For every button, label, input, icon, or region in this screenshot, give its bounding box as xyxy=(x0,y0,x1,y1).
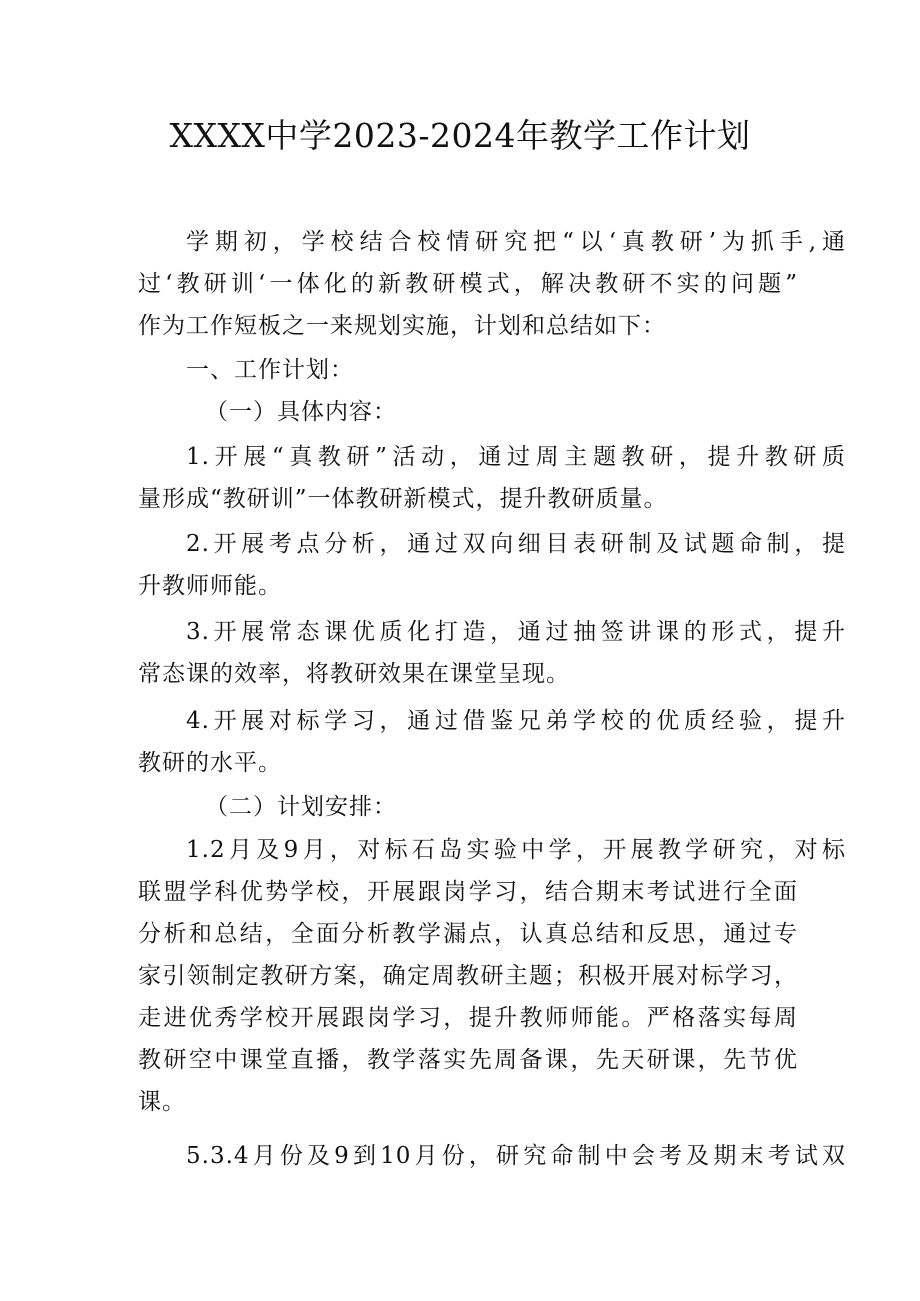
list-item-line: 4.开展对标学习，通过借鉴兄弟学校的优质经验，提升 xyxy=(186,708,846,734)
section-heading: 一、工作计划： xyxy=(186,357,354,383)
paragraph-line: 教研空中课堂直播，教学落实先周备课，先天研课，先节优 xyxy=(138,1047,798,1073)
list-item-line: 教研的水平。 xyxy=(138,750,282,776)
list-item-line: 升教师师能。 xyxy=(138,573,282,599)
paragraph-line: 分析和总结，全面分析教学漏点，认真总结和反思，通过专 xyxy=(138,921,798,947)
paragraph-line: 联盟学科优势学校，开展跟岗学习，结合期末考试进行全面 xyxy=(138,879,798,905)
paragraph-line: 5.3.4月份及9到10月份，研究命制中会考及期末考试双 xyxy=(186,1143,846,1169)
paragraph-line: 过‘教研训‘一体化的新教研模式，解决教研不实的问题” xyxy=(138,271,798,297)
list-item-line: 量形成“教研训”一体教研新模式，提升教研质量。 xyxy=(138,486,668,512)
paragraph-line: 学期初，学校结合校情研究把“以‘真教研’为抓手,通 xyxy=(186,229,846,255)
list-item-line: 3.开展常态课优质化打造，通过抽签讲课的形式，提升 xyxy=(186,619,846,645)
subsection-heading: （二）计划安排： xyxy=(205,794,397,820)
paragraph-line: 1.2月及9月，对标石岛实验中学，开展教学研究，对标 xyxy=(186,837,846,863)
paragraph-line: 课。 xyxy=(138,1089,186,1115)
paragraph-line: 走进优秀学校开展跟岗学习，提升教师师能。严格落实每周 xyxy=(138,1005,798,1031)
list-item-line: 1.开展“真教研”活动，通过周主题教研，提升教研质 xyxy=(186,444,846,470)
document-title: XXXX中学2023-2024年教学工作计划 xyxy=(169,116,751,155)
paragraph-line: 家引领制定教研方案，确定周教研主题；积极开展对标学习， xyxy=(138,963,798,989)
list-item-line: 常态课的效率，将教研效果在课堂呈现。 xyxy=(138,661,570,687)
list-item-line: 2.开展考点分析，通过双向细目表研制及试题命制，提 xyxy=(186,531,846,557)
paragraph-line: 作为工作短板之一来规划实施，计划和总结如下： xyxy=(138,313,666,339)
subsection-heading: （一）具体内容： xyxy=(205,399,397,425)
